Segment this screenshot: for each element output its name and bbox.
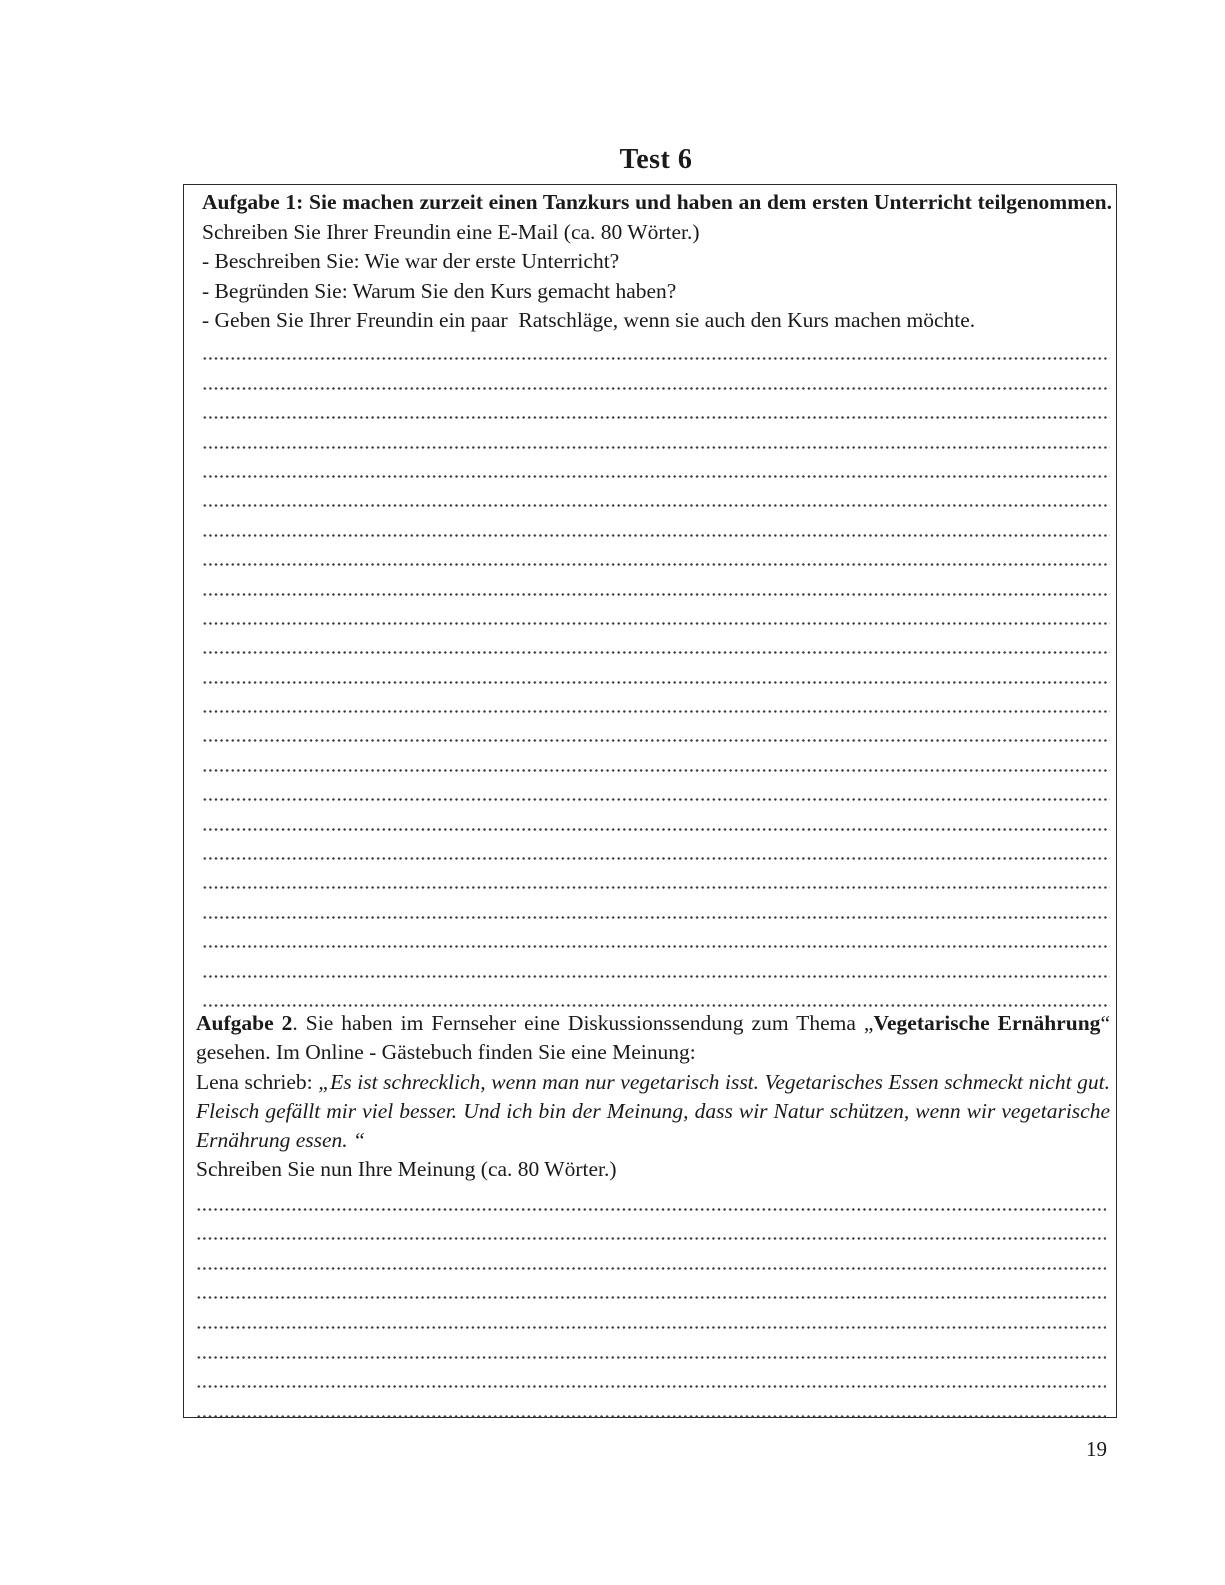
task-2 [196,1009,1110,1185]
task-2-intro-part-2: “ gesehen. Im Online - Gästebuch finden Sie eine Meinung: [196,1011,1110,1065]
task-1-point-advice: - Geben Sie Ihrer Freundin ein paar Ratschläge, wenn sie auch den Kurs machen möchte. [202,308,976,332]
answer-line[interactable] [196,1308,1106,1338]
task-2-intro-part-1: . Sie haben im Fernseher eine Diskussionssendung zum Thema „ [292,1011,874,1035]
answer-line[interactable] [202,399,1110,428]
answer-line[interactable] [196,1220,1106,1250]
answer-line[interactable] [202,957,1110,986]
answer-line[interactable] [196,1279,1106,1309]
task-2-label: Aufgabe 2 [196,1011,293,1035]
task-2-intro [196,1009,1110,1068]
answer-line[interactable] [202,663,1110,692]
answer-line[interactable] [196,1190,1106,1220]
task-2-quote [196,1068,1110,1156]
answer-line[interactable] [202,869,1110,898]
answer-line[interactable] [196,1397,1106,1427]
answer-line[interactable] [202,340,1110,369]
page-number: 19 [1086,1437,1107,1461]
task-1-heading-rest: Schreiben Sie Ihrer Freundin eine E-Mail (ca. 80 Wörter.) [202,219,700,244]
answer-line[interactable] [202,369,1110,398]
answer-line[interactable] [202,458,1110,487]
task-2-quote-author: Lena schrieb: [196,1069,319,1094]
task-1-point-reason: - Begründen Sie: Warum Sie den Kurs gemacht haben? [202,278,677,303]
answer-line[interactable] [196,1249,1106,1279]
page-title: Test 6 [619,144,693,175]
task-1 [202,188,1112,336]
answer-line[interactable] [202,428,1110,457]
answer-line[interactable] [202,781,1110,810]
task-1-heading-bold: Aufgabe 1: Sie machen zurzeit einen Tanzkurs und haben an dem ersten Unterricht teilgenommen. [202,190,1112,214]
answer-line[interactable] [202,722,1110,751]
answer-line[interactable] [202,634,1110,663]
answer-line[interactable] [202,575,1110,604]
answer-line[interactable] [196,1338,1106,1368]
answer-line[interactable] [202,840,1110,869]
answer-line[interactable] [202,487,1110,516]
task-1-heading [202,188,1112,247]
answer-line[interactable] [202,898,1110,927]
answer-line[interactable] [202,516,1110,545]
task-2-quote-text: „Es ist schrecklich, wenn man nur vegetarisch isst. Vegetarisches Essen schmeckt nicht gut. Fleisch gefällt mir viel besser. Und ich bin der Meinung, dass wir Natur schützen, wenn wir vegetarische Ernährung essen. “ [196,1069,1110,1153]
task-2-topic: Vegetarische Ernährung [873,1011,1101,1035]
task-1-answer-lines[interactable] [202,340,1110,1016]
task-1-point-describe: - Beschreiben Sie: Wie war der erste Unterricht? [202,249,620,273]
answer-line[interactable] [196,1368,1106,1398]
task-2-answer-lines[interactable] [196,1190,1106,1427]
answer-line[interactable] [202,751,1110,780]
answer-line[interactable] [202,928,1110,957]
task-2-instruction: Schreiben Sie nun Ihre Meinung (ca. 80 Wörter.) [196,1157,617,1182]
answer-line[interactable] [202,693,1110,722]
answer-line[interactable] [202,810,1110,839]
answer-line[interactable] [202,605,1110,634]
answer-line[interactable] [202,546,1110,575]
